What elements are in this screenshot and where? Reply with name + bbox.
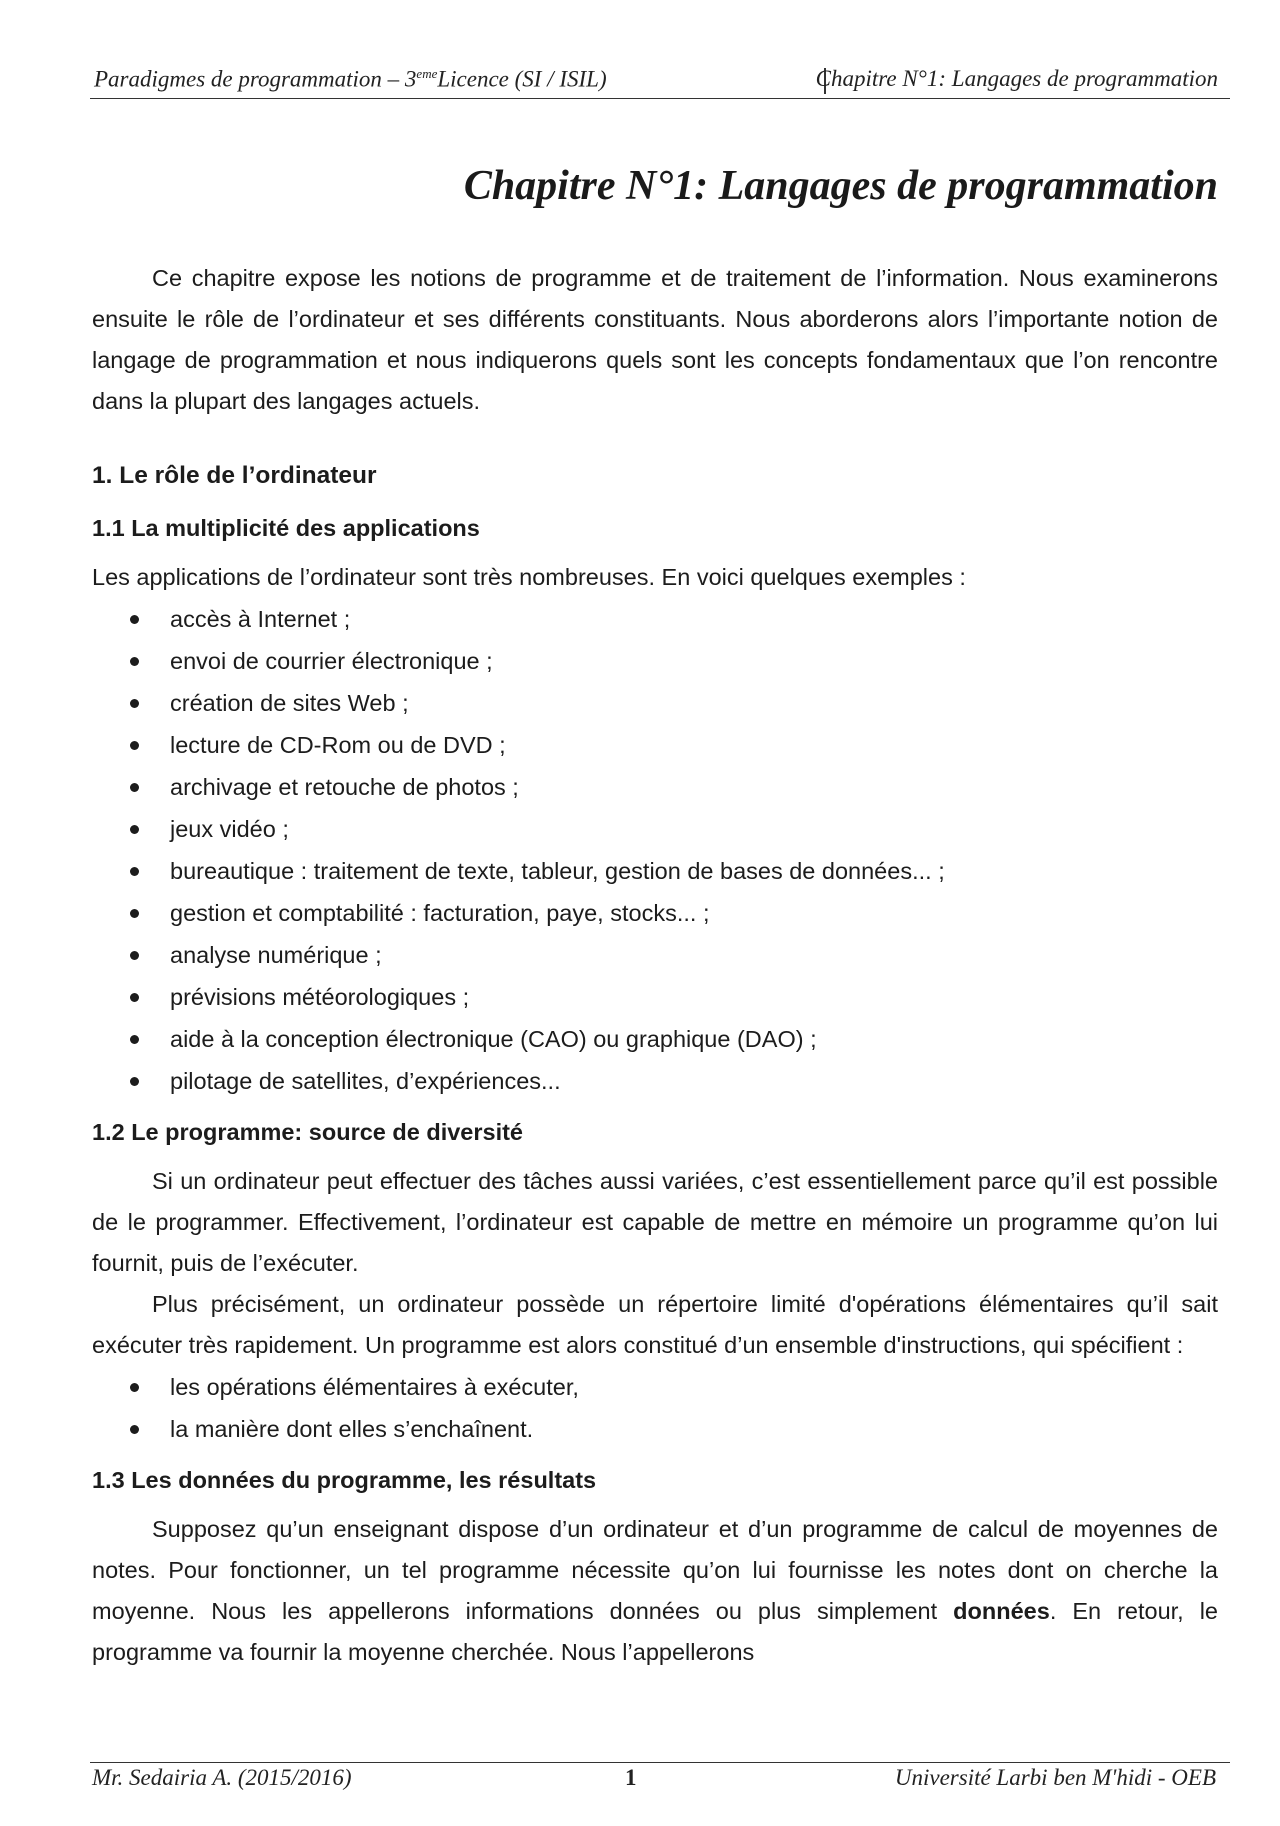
main-content [92, 258, 1218, 1673]
instructions-list [92, 1366, 1218, 1450]
applications-list [92, 598, 1218, 1102]
section-1-heading: 1. Le rôle de l’ordinateur [92, 462, 377, 489]
term-donnees: données [953, 1598, 1050, 1624]
section-1-1-heading: 1.1 La multiplicité des applications [92, 515, 480, 541]
list-item: envoi de courrier électronique ; [130, 640, 1218, 682]
list-item: aide à la conception électronique (CAO) ou graphique (DAO) ; [130, 1018, 1218, 1060]
header-course: Paradigmes de programmation – 3emeLicence (SI / ISIL) [94, 66, 607, 92]
section-1-3-paragraph: Supposez qu’un enseignant dispose d’un ordinateur et d’un programme de calcul de moyennes de notes. Pour fonctionner, un tel programme nécessite qu’on lui fournisse les notes dont on cherche la moyenne. Nous les appellerons informations données ou plus simplement données. En retour, le programme va fournir la moyenne cherchée. Nous l’appellerons [92, 1516, 1218, 1665]
page-number: 1 [625, 1765, 637, 1790]
list-item: jeux vidéo ; [130, 808, 1218, 850]
list-item: les opérations élémentaires à exécuter, [130, 1366, 1218, 1408]
list-item: bureautique : traitement de texte, tableur, gestion de bases de données... ; [130, 850, 1218, 892]
header-chapter: Chapitre N°1: Langages de programmation [815, 66, 1218, 91]
list-item: la manière dont elles s’enchaînent. [130, 1408, 1218, 1450]
list-item: gestion et comptabilité : facturation, paye, stocks... ; [130, 892, 1218, 934]
running-footer [90, 1762, 1230, 1795]
running-header [90, 66, 1230, 99]
list-item: accès à Internet ; [130, 598, 1218, 640]
list-item: création de sites Web ; [130, 682, 1218, 724]
section-1-2-paragraph-2: Plus précisément, un ordinateur possède un répertoire limité d'opérations élémentaires qu’il sait exécuter très rapidement. Un programme est alors constitué d’un ensemble d'instructions, qui spécifient : [92, 1291, 1218, 1358]
applications-lead: Les applications de l’ordinateur sont très nombreuses. En voici quelques exemples : [92, 564, 966, 590]
footer-author: Mr. Sedairia A. (2015/2016) [92, 1765, 352, 1790]
chapter-title: Chapitre N°1: Langages de programmation [463, 163, 1218, 209]
list-item: analyse numérique ; [130, 934, 1218, 976]
list-item: pilotage de satellites, d’expériences... [130, 1060, 1218, 1102]
section-1-2-heading: 1.2 Le programme: source de diversité [92, 1119, 523, 1145]
section-1-3-heading: 1.3 Les données du programme, les résultats [92, 1467, 597, 1493]
list-item: prévisions météorologiques ; [130, 976, 1218, 1018]
intro-paragraph: Ce chapitre expose les notions de programme et de traitement de l’information. Nous examinerons ensuite le rôle de l’ordinateur et ses différents constituants. Nous aborderons alors l’importante notion de langage de programmation et nous indiquerons quels sont les concepts fondamentaux que l’on rencontre dans la plupart des langages actuels. [92, 265, 1218, 414]
list-item: archivage et retouche de photos ; [130, 766, 1218, 808]
list-item: lecture de CD-Rom ou de DVD ; [130, 724, 1218, 766]
footer-university: Université Larbi ben M'hidi - OEB [894, 1765, 1216, 1790]
section-1-2-paragraph-1: Si un ordinateur peut effectuer des tâches aussi variées, c’est essentiellement parce qu’il est possible de le programmer. Effectivement, l’ordinateur est capable de mettre en mémoire un programme qu’on lui fournit, puis de l’exécuter. [92, 1168, 1218, 1276]
